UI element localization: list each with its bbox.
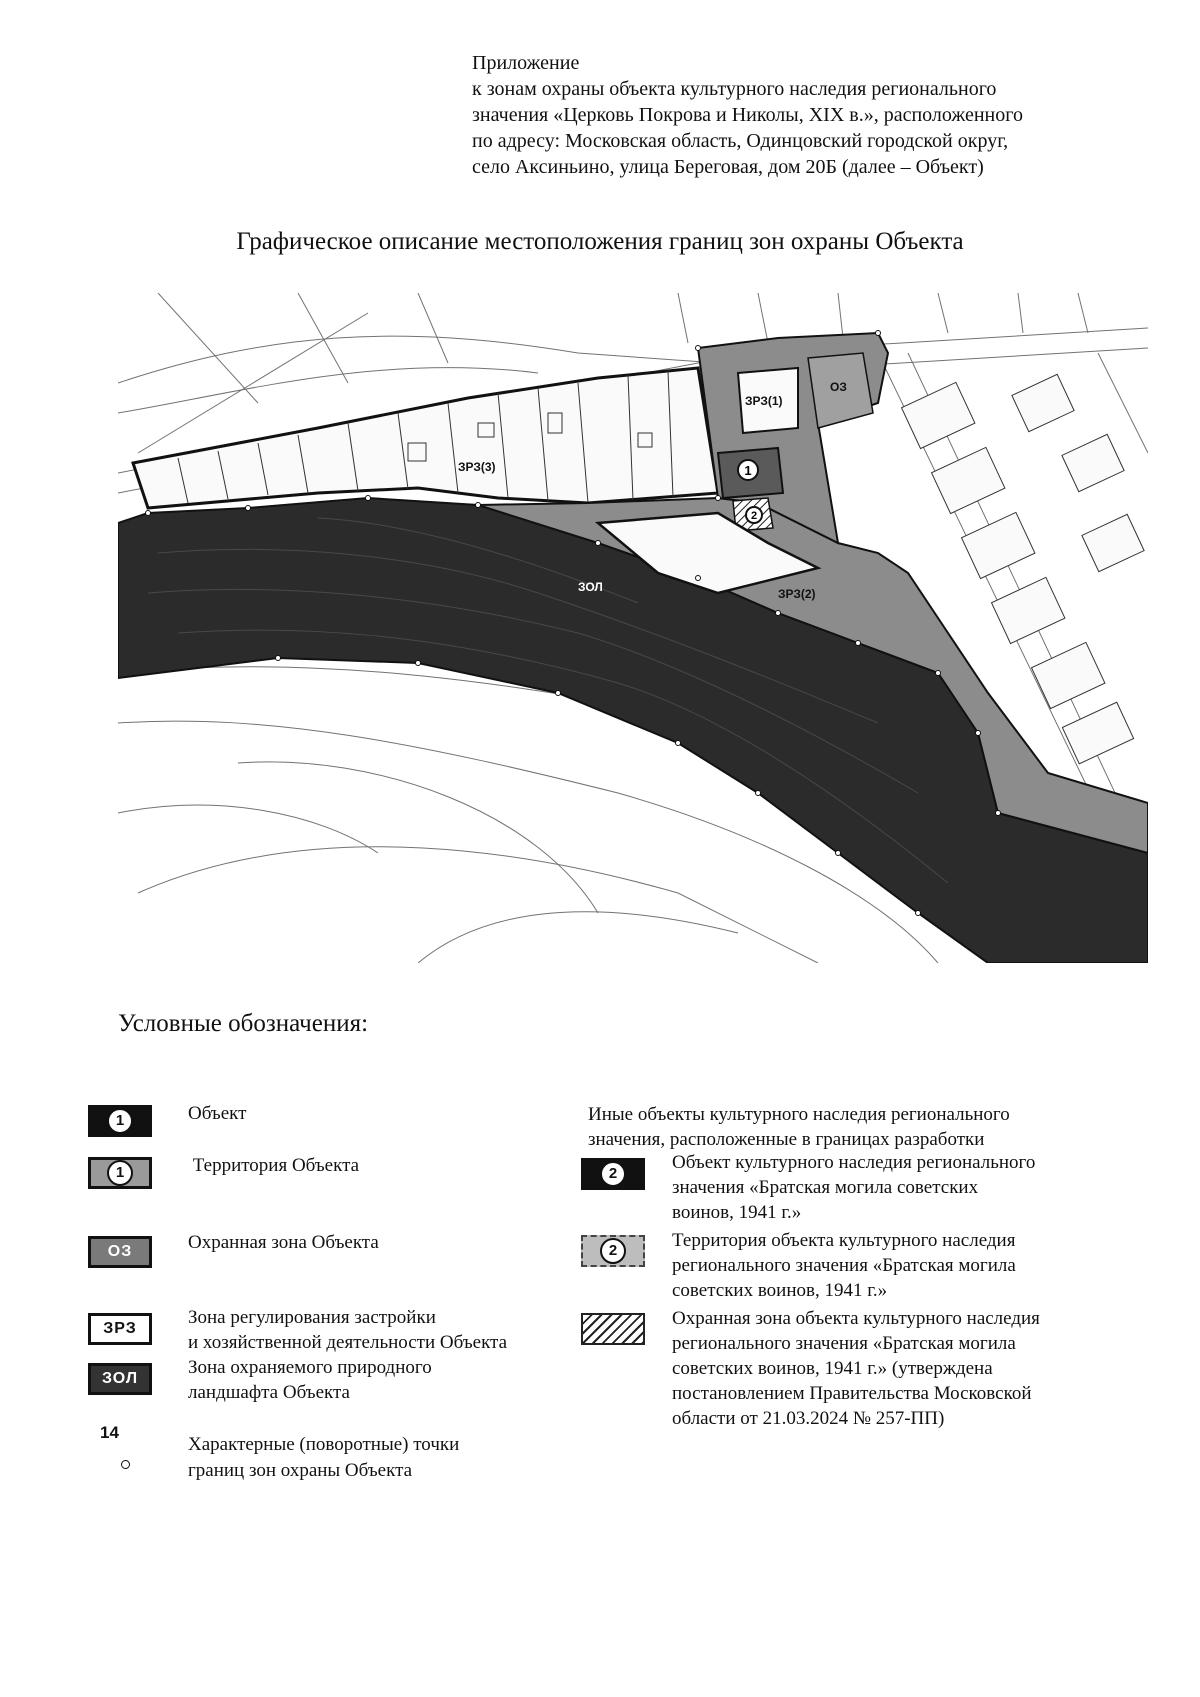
legend-zone-code: ЗРЗ <box>103 1320 137 1337</box>
legend-object-symbol <box>88 1105 152 1137</box>
legend-number: 2 <box>600 1161 626 1187</box>
header-line: значения «Церковь Покрова и Николы, XIX в.», расположенного <box>472 104 1023 126</box>
legend-zol-text-1: Зона охраняемого природного <box>188 1357 432 1378</box>
legend-grave-territory-text-3: советских воинов, 1941 г.» <box>672 1280 888 1301</box>
legend-points-text-1: Характерные (поворотные) точки <box>188 1434 460 1455</box>
legend-object-text: Объект <box>188 1103 247 1124</box>
legend-territory-text: Территория Объекта <box>188 1155 360 1176</box>
header-line: по адресу: Московская область, Одинцовский городской округ, <box>472 130 1009 152</box>
legend-territory-symbol <box>88 1157 152 1189</box>
object-1-number: 1 <box>744 463 752 478</box>
legend-grave-zone-text-2: регионального значения «Братская могила <box>672 1333 1016 1354</box>
object-2-number: 2 <box>750 510 758 522</box>
object-2-marker <box>746 507 762 523</box>
legend-title: Условные обозначения: <box>118 1010 369 1037</box>
object-1-marker <box>738 460 758 480</box>
legend-grave-object-text-3: воинов, 1941 г.» <box>672 1202 802 1223</box>
legend-zrz-symbol <box>88 1313 152 1345</box>
legend-grave-territory-text-2: регионального значения «Братская могила <box>672 1255 1016 1276</box>
zones-map <box>118 293 1148 963</box>
legend-grave-zone-symbol <box>581 1313 645 1345</box>
legend-grave-zone-text-5: области от 21.03.2024 № 257-ПП) <box>672 1408 945 1429</box>
zrz1-label: ЗРЗ(1) <box>745 394 783 408</box>
legend-number: 1 <box>107 1160 133 1186</box>
header-line: Приложение <box>472 52 580 74</box>
legend-points-text-2: границ зон охраны Объекта <box>188 1460 413 1481</box>
legend-grave-territory-text-1: Территория объекта культурного наследия <box>672 1230 1016 1251</box>
legend-zrz-text-2: и хозяйственной деятельности Объекта <box>188 1332 508 1353</box>
appendix-header <box>472 50 1152 180</box>
header-line: к зонам охраны объекта культурного наследия регионального <box>472 78 997 100</box>
legend-other-heading-1: Иные объекты культурного наследия регионального <box>588 1104 1010 1125</box>
legend-zone-code: ЗОЛ <box>101 1370 139 1387</box>
legend-grave-territory-symbol <box>581 1235 645 1267</box>
legend-zrz-text-1: Зона регулирования застройки <box>188 1307 436 1328</box>
legend-point-number: 14 <box>100 1423 119 1442</box>
legend-grave-object-text-2: значения «Братская могила советских <box>672 1177 979 1198</box>
legend-point-dot <box>121 1460 130 1469</box>
legend-grave-zone-text-1: Охранная зона объекта культурного наследия <box>672 1308 1040 1329</box>
legend-oz-symbol <box>88 1236 152 1268</box>
legend-zol-text-2: ландшафта Объекта <box>188 1382 350 1403</box>
legend-grave-object-text-1: Объект культурного наследия регионального <box>672 1152 1036 1173</box>
legend-grave-zone-text-3: советских воинов, 1941 г.» (утверждена <box>672 1358 993 1379</box>
zrz2-label: ЗРЗ(2) <box>778 587 816 601</box>
map-svg <box>118 293 1148 963</box>
zrz3-label: ЗРЗ(3) <box>458 460 496 474</box>
zol-label: ЗОЛ <box>578 580 603 594</box>
oz-label: ОЗ <box>830 380 847 394</box>
legend-zol-symbol <box>88 1363 152 1395</box>
header-line: село Аксиньино, улица Береговая, дом 20Б (далее – Объект) <box>472 156 984 178</box>
legend-number: 2 <box>600 1238 626 1264</box>
document-title: Графическое описание местоположения границ зон охраны Объекта <box>236 228 964 255</box>
legend-grave-object-symbol <box>581 1158 645 1190</box>
legend-grave-zone-text-4: постановлением Правительства Московской <box>672 1383 1032 1404</box>
legend-other-heading-2: значения, расположенные в границах разработки <box>588 1129 985 1150</box>
legend-oz-text: Охранная зона Объекта <box>188 1232 379 1253</box>
legend-zone-code: ОЗ <box>107 1243 133 1260</box>
legend-number: 1 <box>107 1108 133 1134</box>
